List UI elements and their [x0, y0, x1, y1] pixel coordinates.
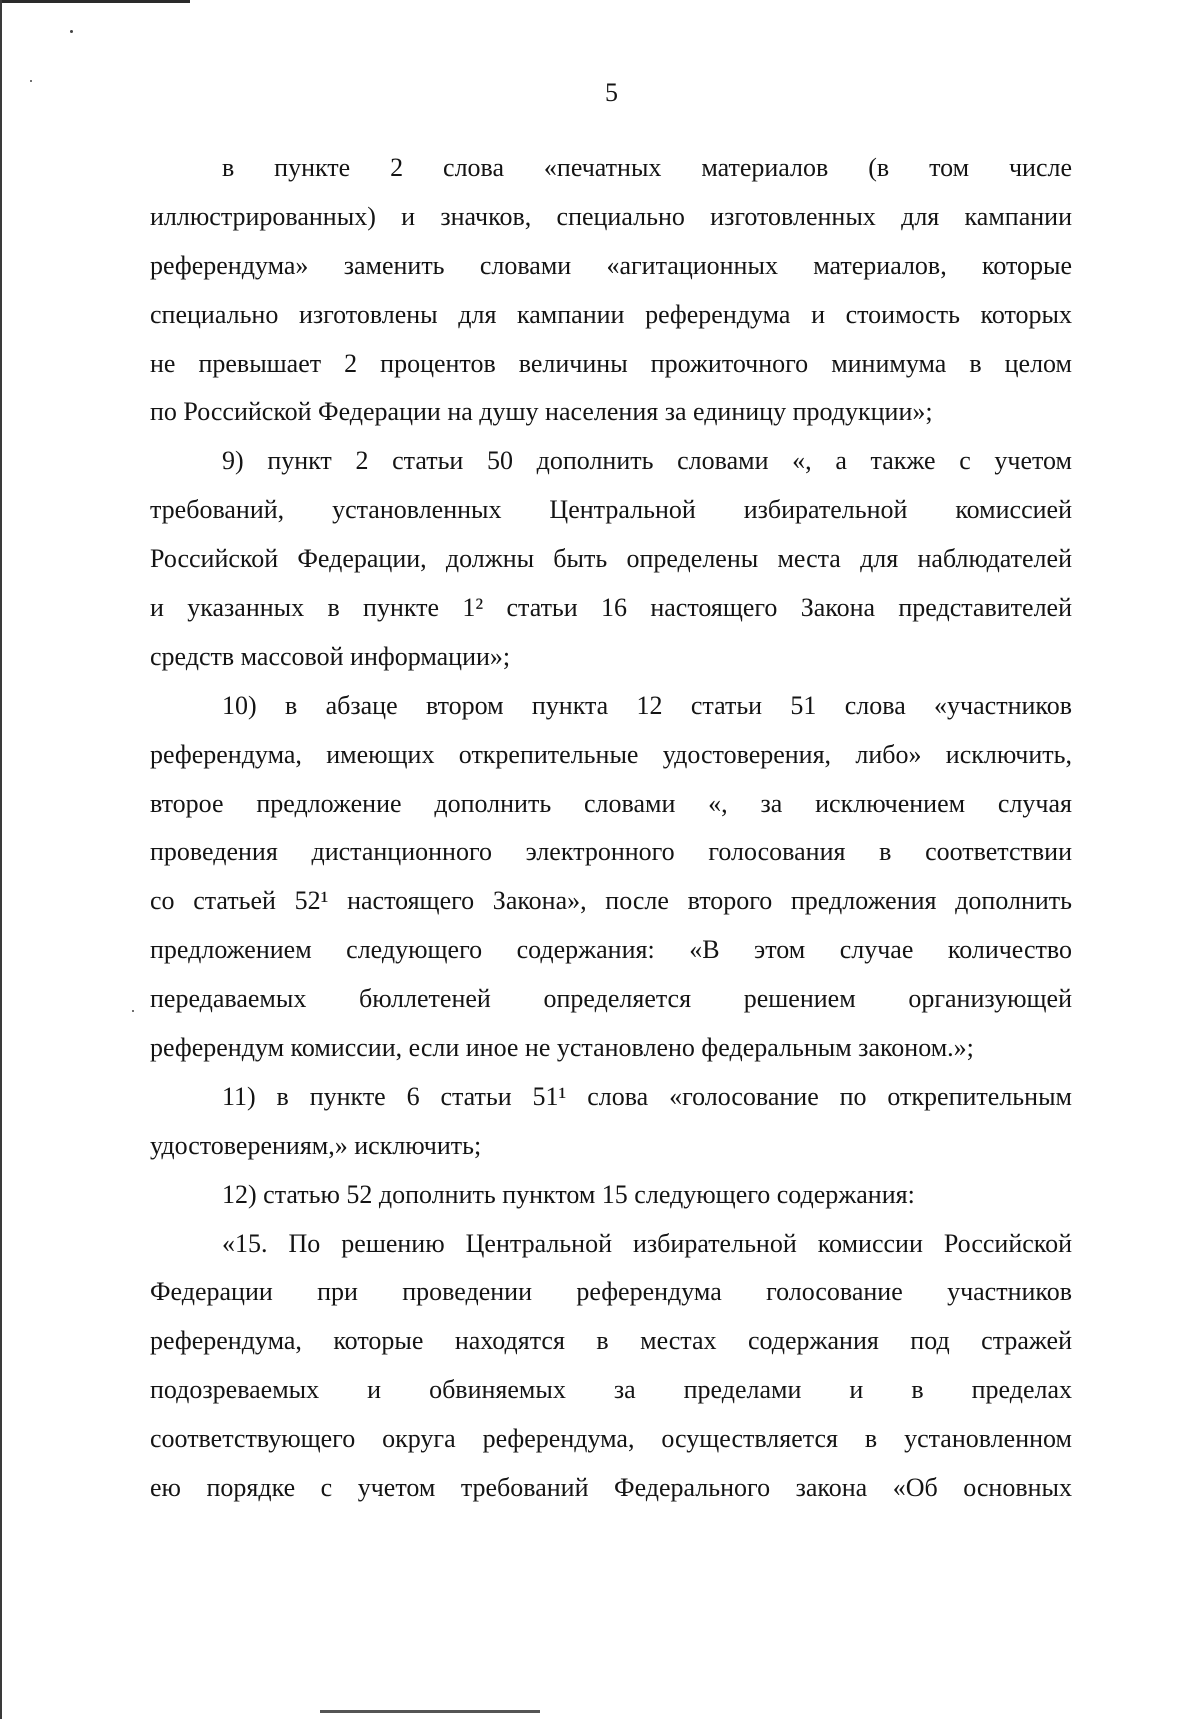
- scan-edge-left: [0, 0, 2, 1719]
- text-line: специально изготовлены для кампании референдума и стоимость которых: [150, 299, 1072, 329]
- scan-edge-bottom: [320, 1710, 540, 1713]
- text-line: референдума» заменить словами «агитационных материалов, которые: [150, 250, 1072, 280]
- text-line: Федерации при проведении референдума голосование участников: [150, 1277, 1072, 1307]
- scan-edge-top: [0, 0, 190, 3]
- text-line: референдума, которые находятся в местах содержания под стражей: [150, 1326, 1072, 1356]
- text-line: в пункте 2 слова «печатных материалов (в том числе: [222, 153, 1072, 182]
- text-line: предложением следующего содержания: «В этом случае количество: [150, 935, 1072, 965]
- page-number: 5: [605, 78, 618, 107]
- text-line: «15. По решению Центральной избирательной комиссии Российской: [222, 1228, 1072, 1258]
- text-line: иллюстрированных) и значков, специально изготовленных для кампании: [150, 201, 1072, 231]
- text-line: 12) статью 52 дополнить пунктом 15 следующего содержания:: [222, 1179, 915, 1209]
- text-line: средств массовой информации»;: [150, 641, 511, 671]
- text-line: проведения дистанционного электронного голосования в соответствии: [150, 837, 1072, 867]
- text-line: передаваемых бюллетеней определяется решением организующей: [150, 984, 1072, 1014]
- text-line: удостоверениям,» исключить;: [150, 1130, 482, 1160]
- text-line: по Российской Федерации на душу населения за единицу продукции»;: [150, 397, 933, 427]
- text-line: 11) в пункте 6 статьи 51¹ слова «голосование по открепительным: [222, 1081, 1072, 1111]
- text-line: референдума, имеющих открепительные удостоверения, либо» исключить,: [150, 739, 1072, 769]
- text-line: соответствующего округа референдума, осуществляется в установленном: [150, 1424, 1072, 1454]
- text-line: не превышает 2 процентов величины прожиточного минимума в целом: [150, 348, 1072, 378]
- text-line: и указанных в пункте 1² статьи 16 настоящего Закона представителей: [150, 593, 1072, 623]
- text-line: второе предложение дополнить словами «, за исключением случая: [150, 788, 1072, 818]
- text-line: Российской Федерации, должны быть определены места для наблюдателей: [150, 544, 1072, 574]
- document-body: [150, 150, 1072, 1519]
- text-line: 9) пункт 2 статьи 50 дополнить словами «, а также с учетом: [222, 446, 1072, 476]
- text-line: ею порядке с учетом требований Федерального закона «Об основных: [150, 1473, 1072, 1503]
- text-line: подозреваемых и обвиняемых за пределами и в пределах: [150, 1375, 1072, 1405]
- text-line: 10) в абзаце втором пункта 12 статьи 51 слова «участников: [222, 690, 1072, 720]
- text-line: требований, установленных Центральной избирательной комиссией: [150, 495, 1072, 525]
- text-line: референдум комиссии, если иное не установлено федеральным законом.»;: [150, 1033, 974, 1063]
- scan-speck: [132, 1010, 134, 1012]
- scan-speck: [70, 30, 73, 33]
- text-line: со статьей 52¹ настоящего Закона», после второго предложения дополнить: [150, 886, 1072, 916]
